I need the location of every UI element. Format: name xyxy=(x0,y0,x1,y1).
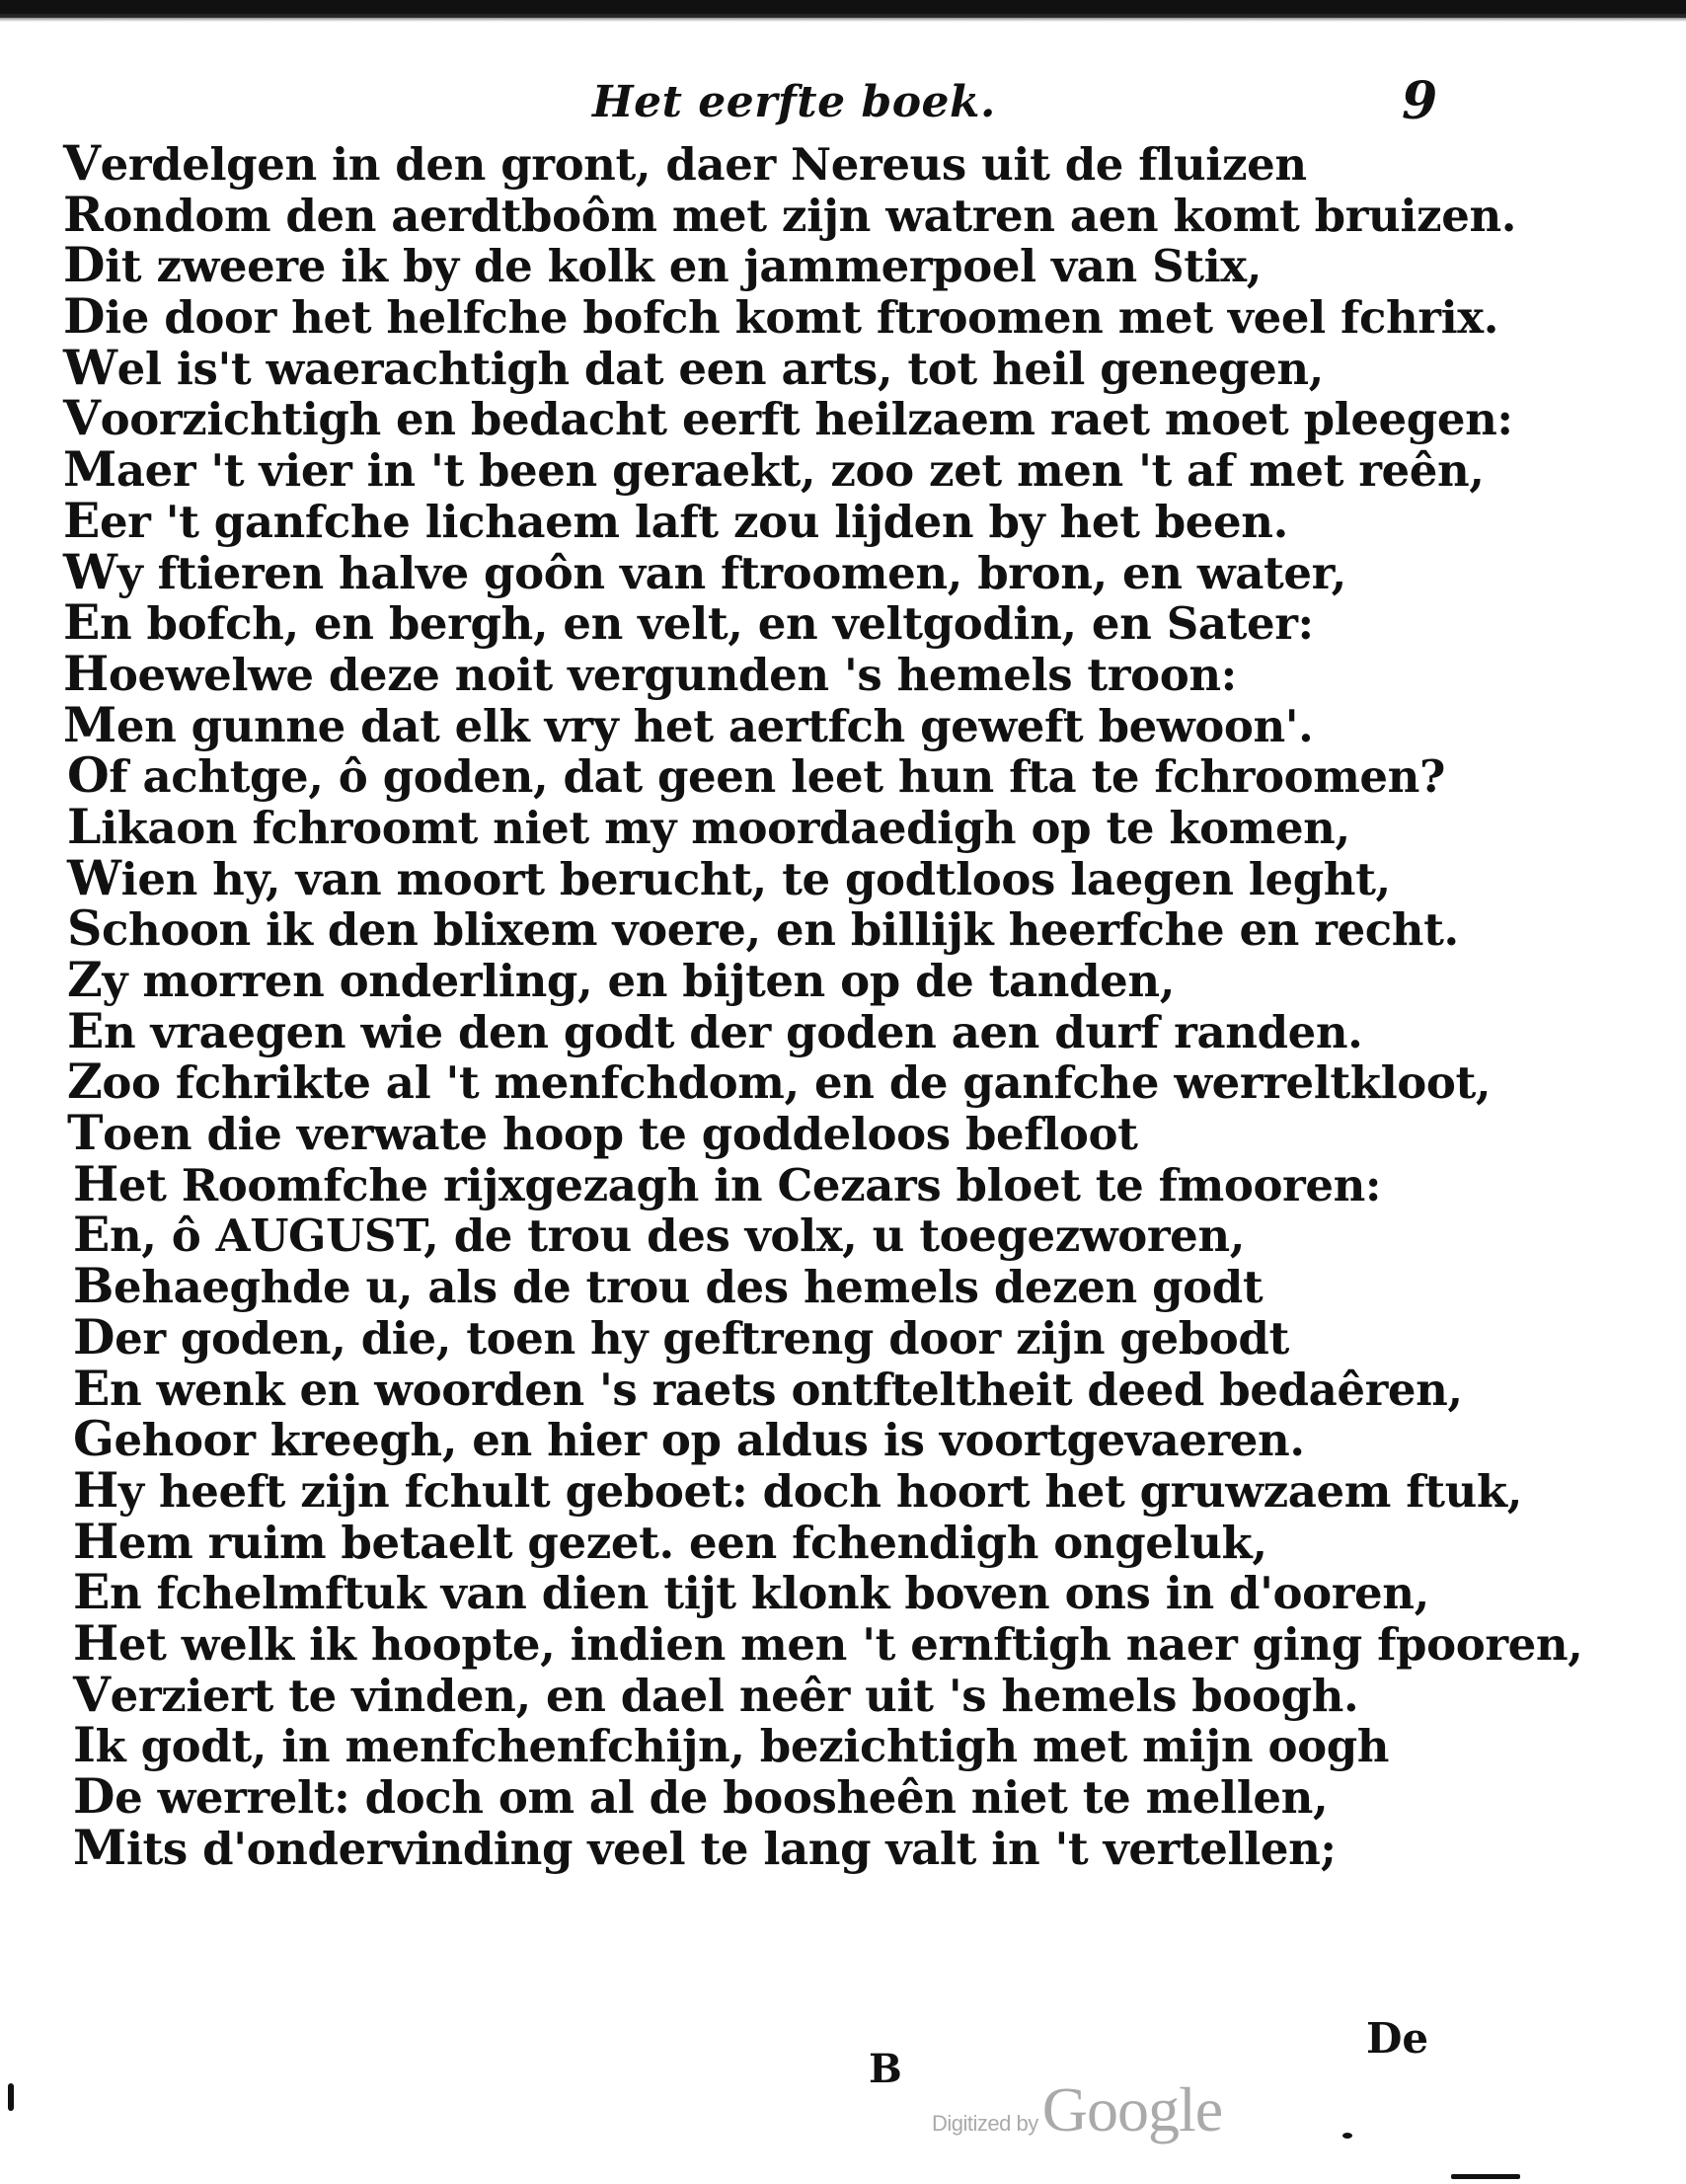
poem-line xyxy=(63,1716,1445,1774)
line-text: er 't ganfche lichaem laft zou lijden by het been. xyxy=(99,495,1288,548)
line-initial: H xyxy=(73,1154,118,1212)
catchword: De xyxy=(1366,2014,1429,2063)
poem-line xyxy=(63,338,1445,396)
line-initial: W xyxy=(63,338,117,396)
poem-line xyxy=(63,1257,1445,1315)
watermark-prefix: Digitized by xyxy=(932,2111,1038,2136)
line-text: y heeft zijn fchult geboet: doch hoort het gruwzaem ftuk, xyxy=(117,1464,1522,1518)
poem-line xyxy=(63,593,1445,652)
poem-line xyxy=(63,1104,1445,1162)
line-text: erdelgen in den gront, daer Nereus uit de fluizen xyxy=(100,138,1307,191)
line-initial: D xyxy=(73,1307,115,1365)
line-initial: E xyxy=(67,1001,104,1059)
line-initial: T xyxy=(67,1104,104,1162)
line-initial: V xyxy=(63,389,101,447)
poem-text xyxy=(63,134,1583,1876)
line-text: en gunne dat elk vry het aertfch geweft bewoon'. xyxy=(115,699,1314,752)
poem-line xyxy=(63,848,1445,906)
line-initial: E xyxy=(63,593,100,652)
line-text: y morren onderling, en bijten op de tanden, xyxy=(102,955,1175,1007)
digitized-by-google-watermark xyxy=(932,2073,1222,2146)
line-text: er goden, die, toen hy geftreng door zijn gebodt xyxy=(115,1311,1289,1365)
line-initial: M xyxy=(73,1818,126,1876)
poem-line xyxy=(63,695,1445,753)
line-initial: D xyxy=(63,287,106,346)
poem-line xyxy=(63,1206,1445,1264)
poem-line xyxy=(63,1053,1492,1111)
line-initial: Z xyxy=(67,1053,103,1111)
line-initial: O xyxy=(67,746,110,805)
poem-line xyxy=(63,1512,1445,1570)
line-text: n vraegen wie den godt der goden aen durf randen. xyxy=(103,1005,1363,1058)
poem-line xyxy=(63,746,1445,805)
ink-speck xyxy=(8,2083,14,2111)
poem-line xyxy=(63,1410,1445,1468)
line-text: et welk ik hoopte, indien men 't ernftigh naer ging fpooren, xyxy=(117,1617,1583,1671)
poem-line xyxy=(63,1767,1445,1825)
poem-line xyxy=(63,185,1517,243)
line-text: n fchelmftuk van dien tijt klonk boven ons in d'ooren, xyxy=(109,1567,1429,1620)
line-initial: M xyxy=(63,440,116,499)
line-initial: V xyxy=(63,134,101,192)
line-text: f achtge, ô goden, dat geen leet hun fta te fchroomen? xyxy=(109,750,1445,804)
line-initial: E xyxy=(63,491,100,549)
scanned-page-top-edge xyxy=(0,0,1686,18)
poem-line xyxy=(63,1359,1463,1417)
line-text: oewelwe deze noit vergunden 's hemels troon: xyxy=(108,648,1237,701)
ink-speck xyxy=(1451,2174,1520,2179)
line-initial: E xyxy=(73,1359,110,1417)
line-text: oorzichtigh en bedacht eerft heilzaem raet moet pleegen: xyxy=(100,393,1513,446)
line-initial: W xyxy=(67,848,121,906)
line-text: ie door het helfche bofch komt ftroomen met veel fchrix. xyxy=(105,291,1499,345)
line-initial: M xyxy=(63,695,116,753)
poem-line xyxy=(63,1818,1445,1876)
poem-line xyxy=(63,236,1445,294)
ink-speck xyxy=(1342,2133,1352,2139)
poem-line xyxy=(63,1563,1445,1621)
poem-line xyxy=(63,1665,1445,1723)
line-text: k godt, in menfchenfchijn, bezichtigh met mijn oogh xyxy=(95,1720,1390,1773)
poem-line xyxy=(63,287,1499,346)
line-text: y ftieren halve goôn van ftroomen, bron, en water, xyxy=(116,546,1346,599)
page-number: 9 xyxy=(1402,71,1438,131)
poem-line xyxy=(63,1001,1445,1059)
line-text: it zweere ik by de kolk en jammerpoel van Stix, xyxy=(105,240,1262,293)
line-initial: E xyxy=(73,1206,110,1264)
line-text: ikaon fchroomt niet my moordaedigh op te komen, xyxy=(101,801,1350,854)
line-initial: B xyxy=(73,1257,115,1315)
poem-line xyxy=(63,1460,1522,1519)
line-initial: R xyxy=(63,185,104,243)
poem-line xyxy=(63,389,1513,447)
poem-line xyxy=(63,542,1445,600)
line-text: choon ik den blixem voere, en billijk heerfche en recht. xyxy=(102,903,1459,957)
line-text: oen die verwate hoop te goddeloos befloot xyxy=(103,1108,1138,1161)
poem-line xyxy=(63,1307,1445,1365)
line-text: n wenk en woorden 's raets ontfteltheit deed bedaêren, xyxy=(109,1363,1463,1416)
poem-line xyxy=(63,134,1445,192)
line-text: em ruim betaelt gezet. een fchendigh ongeluk, xyxy=(117,1516,1267,1569)
line-initial: E xyxy=(73,1563,110,1621)
line-text: ondom den aerdtboôm met zijn watren aen komt bruizen. xyxy=(103,189,1517,242)
running-head: Het eerfte boek. xyxy=(592,77,996,127)
line-initial: D xyxy=(63,236,106,294)
line-text: n bofch, en bergh, en velt, en veltgodin, en Sater: xyxy=(99,597,1314,651)
line-initial: L xyxy=(67,797,102,855)
poem-line xyxy=(63,797,1445,855)
line-text: its d'ondervinding veel te lang valt in 't vertellen; xyxy=(125,1822,1337,1875)
line-text: ehaeghde u, als de trou des hemels dezen godt xyxy=(114,1261,1264,1314)
poem-line xyxy=(63,644,1445,702)
line-initial: H xyxy=(63,644,109,702)
line-initial: S xyxy=(67,899,102,958)
line-text: ehoor kreegh, en hier op aldus is voortgevaeren. xyxy=(114,1414,1305,1467)
line-initial: I xyxy=(73,1716,96,1774)
line-text: oo fchrikte al 't menfchdom, en de ganfche werreltkloot, xyxy=(102,1056,1492,1110)
line-text: et Roomfche rijxgezagh in Cezars bloet te fmooren: xyxy=(117,1158,1382,1211)
line-initial: Z xyxy=(67,951,103,1008)
signature-mark: B xyxy=(869,2046,902,2092)
poem-line xyxy=(63,899,1459,958)
line-initial: D xyxy=(73,1767,115,1825)
line-initial: H xyxy=(73,1512,118,1570)
watermark-brand: Google xyxy=(1041,2074,1223,2145)
line-text: erziert te vinden, en dael neêr uit 's hemels boogh. xyxy=(110,1669,1359,1722)
poem-line xyxy=(63,491,1445,549)
line-text: e werrelt: doch om al de boosheên niet te mellen, xyxy=(115,1771,1329,1824)
line-text: ien hy, van moort berucht, te godtloos laegen leght, xyxy=(120,852,1391,905)
poem-line xyxy=(63,1613,1583,1672)
line-initial: W xyxy=(63,542,117,600)
poem-line xyxy=(63,1154,1445,1212)
line-text: aer 't vier in 't been geraekt, zoo zet men 't af met reên, xyxy=(115,444,1485,498)
line-initial: H xyxy=(73,1460,118,1519)
line-initial: G xyxy=(73,1410,115,1468)
poem-line xyxy=(63,951,1445,1008)
line-text: n, ô AUGUST, de trou des volx, u toegezworen, xyxy=(109,1209,1245,1263)
line-initial: H xyxy=(73,1613,118,1672)
poem-line xyxy=(63,440,1485,499)
line-text: el is't waerachtigh dat een arts, tot heil genegen, xyxy=(116,342,1324,395)
line-initial: V xyxy=(73,1665,111,1723)
